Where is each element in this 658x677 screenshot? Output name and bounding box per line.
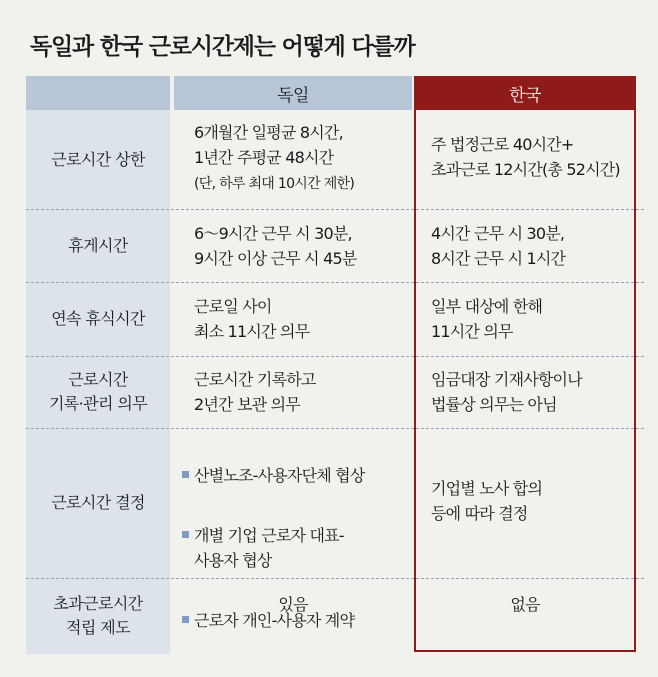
row-label-break-time: 휴게시간 [68,235,128,255]
germany-work-hour-limit: 6개월간 일평균 8시간, 1년간 주평균 48시간 [194,123,343,167]
bullet-square-icon [182,531,189,538]
header-korea: 한국 [414,76,636,110]
column-gap [170,110,174,654]
row-label-record-duty: 근로시간 기록·관리 의무 [48,370,148,413]
korea-record-duty: 임금대장 기재사항이나 법률상 의무는 아님 [431,370,582,414]
germany-break-time: 6～9시간 근무 시 30분, 9시간 이상 근무 시 45분 [194,224,357,268]
germany-continuous-rest: 근로일 사이 최소 11시간 의무 [194,297,310,341]
row-label-continuous-rest: 연속 휴식시간 [51,309,145,328]
korea-overtime-banking: 없음 [510,595,540,614]
list-item [182,463,410,488]
list-item-text: 개별 기업 근로자 대표- 사용자 협상 [194,526,344,570]
header-germany: 독일 [174,76,412,110]
bullet-square-icon [182,616,189,623]
germany-overtime-banking: 있음 [278,595,308,614]
comparison-table [26,76,644,654]
page-title: 독일과 한국 근로시간제는 어떻게 다를까 [30,34,415,60]
korea-hour-decision: 기업별 노사 합의 등에 따라 결정 [431,479,543,523]
germany-record-duty: 근로시간 기록하고 2년간 보관 의무 [194,370,316,414]
row-label-hour-decision: 근로시간 결정 [51,493,145,512]
bullet-square-icon [182,471,189,478]
list-item [182,523,410,573]
list-item-text: 근로자 개인-사용자 계약 [194,611,355,630]
germany-hour-decision-list [182,438,410,658]
header-blank [26,76,170,110]
korea-continuous-rest: 일부 대상에 한해 11시간 의무 [431,297,543,341]
row-label-work-hour-limit: 근로시간 상한 [51,149,145,169]
row-label-overtime-banking: 초과근로시간 적립 제도 [53,594,143,637]
list-item-text: 산별노조-사용자단체 협상 [194,466,365,485]
korea-break-time: 4시간 근무 시 30분, 8시간 근무 시 1시간 [431,224,566,268]
korea-column-frame [414,110,636,652]
germany-work-hour-limit-note: (단, 하루 최대 10시간 제한) [194,176,355,192]
korea-work-hour-limit: 주 법정근로 40시간+ 초과근로 12시간(총 52시간) [431,135,620,179]
